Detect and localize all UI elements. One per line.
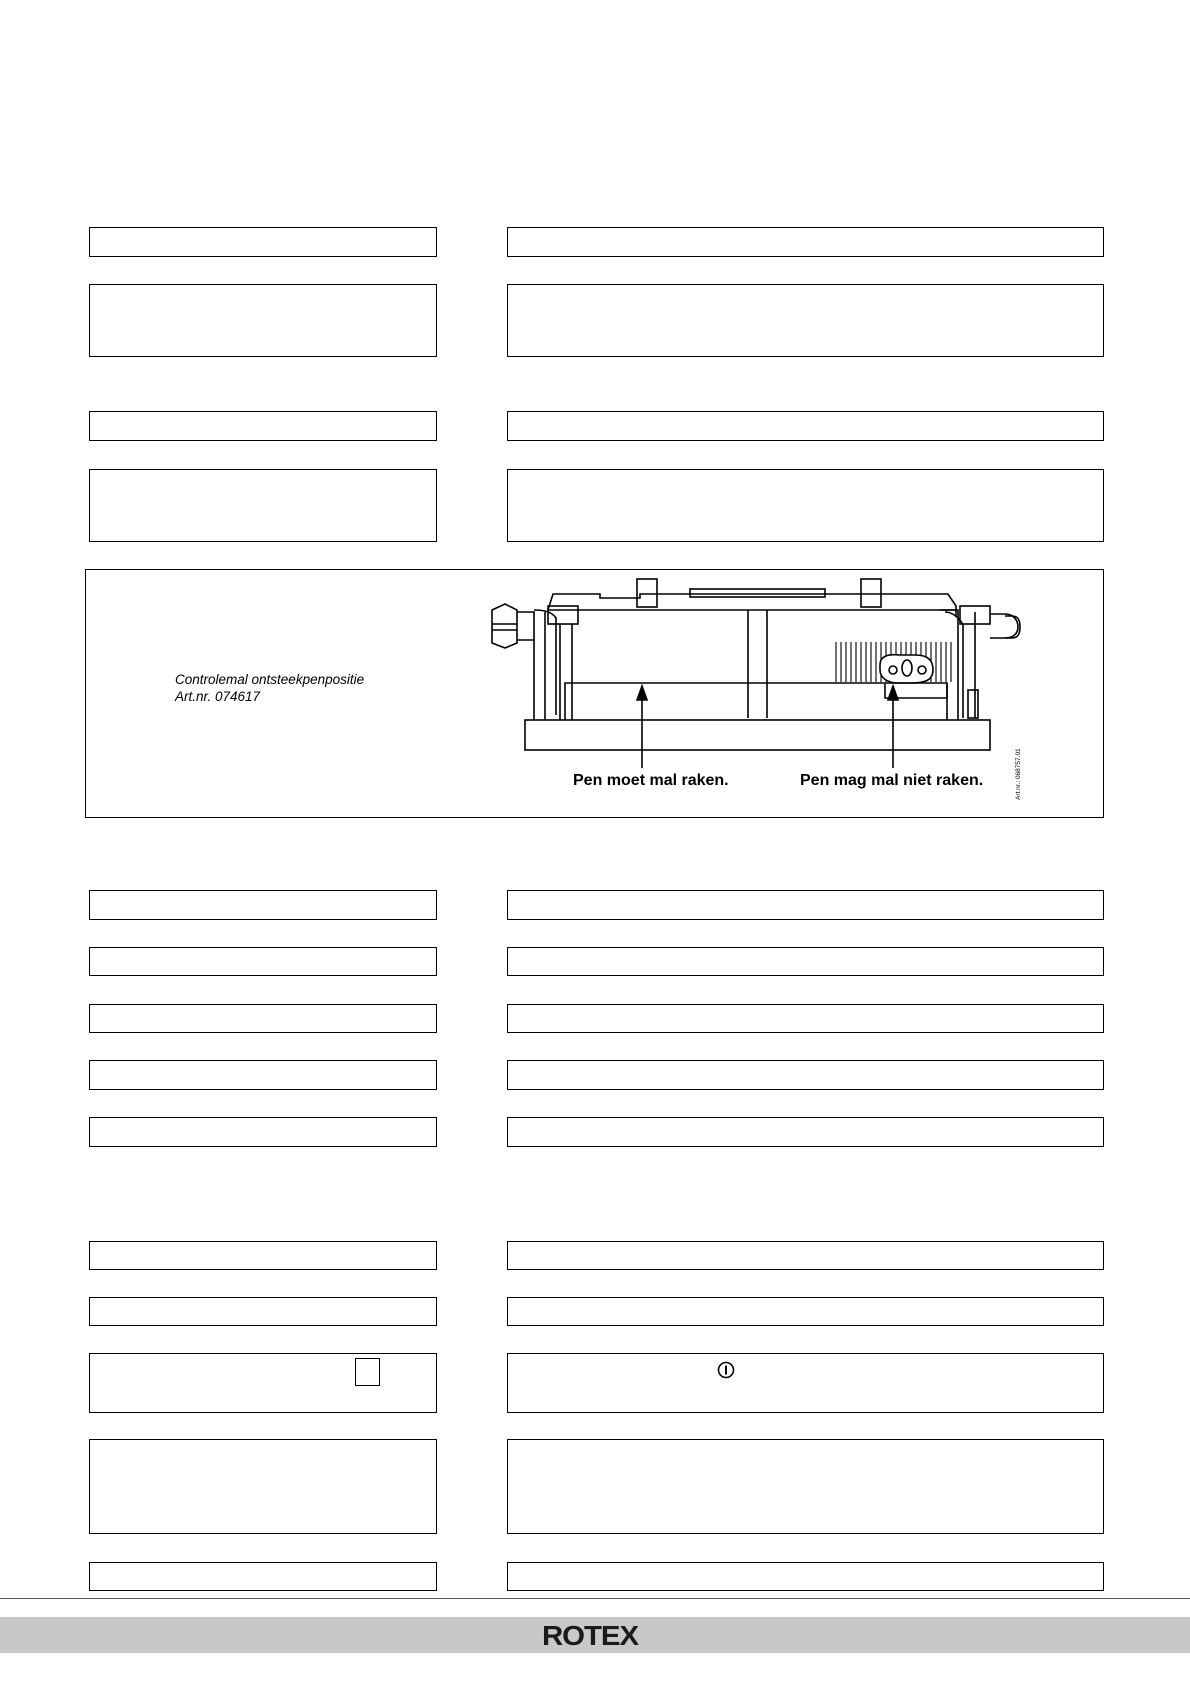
checkbox-square[interactable] <box>355 1358 380 1386</box>
form-field-right-10[interactable] <box>507 1241 1104 1270</box>
burner-gauge-drawing <box>0 0 1190 840</box>
rotex-logo: ROTEX <box>541 1620 639 1651</box>
form-field-left-11[interactable] <box>89 1297 437 1326</box>
form-field-right-5[interactable] <box>507 890 1104 920</box>
form-area-left-13[interactable] <box>89 1439 437 1534</box>
info-circle-icon <box>717 1361 735 1379</box>
form-field-left-8[interactable] <box>89 1060 437 1090</box>
form-area-right-13[interactable] <box>507 1439 1104 1534</box>
form-area-right-12[interactable] <box>507 1353 1104 1413</box>
label-pen-must-not-touch: Pen mag mal niet raken. <box>800 772 984 789</box>
form-field-right-8[interactable] <box>507 1060 1104 1090</box>
form-field-right-6[interactable] <box>507 947 1104 976</box>
footer-rule <box>0 1598 1190 1599</box>
form-field-left-10[interactable] <box>89 1241 437 1270</box>
form-field-left-6[interactable] <box>89 947 437 976</box>
caption-line-1: Controlemal ontsteekpenpositie <box>175 672 365 687</box>
form-field-right-14[interactable] <box>507 1562 1104 1591</box>
form-area-left-12[interactable] <box>89 1353 437 1413</box>
form-field-left-7[interactable] <box>89 1004 437 1033</box>
art-number-vertical: Art.nr.: 068757.01 <box>1015 748 1022 800</box>
form-field-right-11[interactable] <box>507 1297 1104 1326</box>
form-field-left-14[interactable] <box>89 1562 437 1591</box>
label-pen-must-touch: Pen moet mal raken. <box>573 772 729 789</box>
form-field-right-9[interactable] <box>507 1117 1104 1147</box>
caption-line-2: Art.nr. 074617 <box>175 689 261 704</box>
form-field-left-5[interactable] <box>89 890 437 920</box>
form-field-left-9[interactable] <box>89 1117 437 1147</box>
form-field-right-7[interactable] <box>507 1004 1104 1033</box>
